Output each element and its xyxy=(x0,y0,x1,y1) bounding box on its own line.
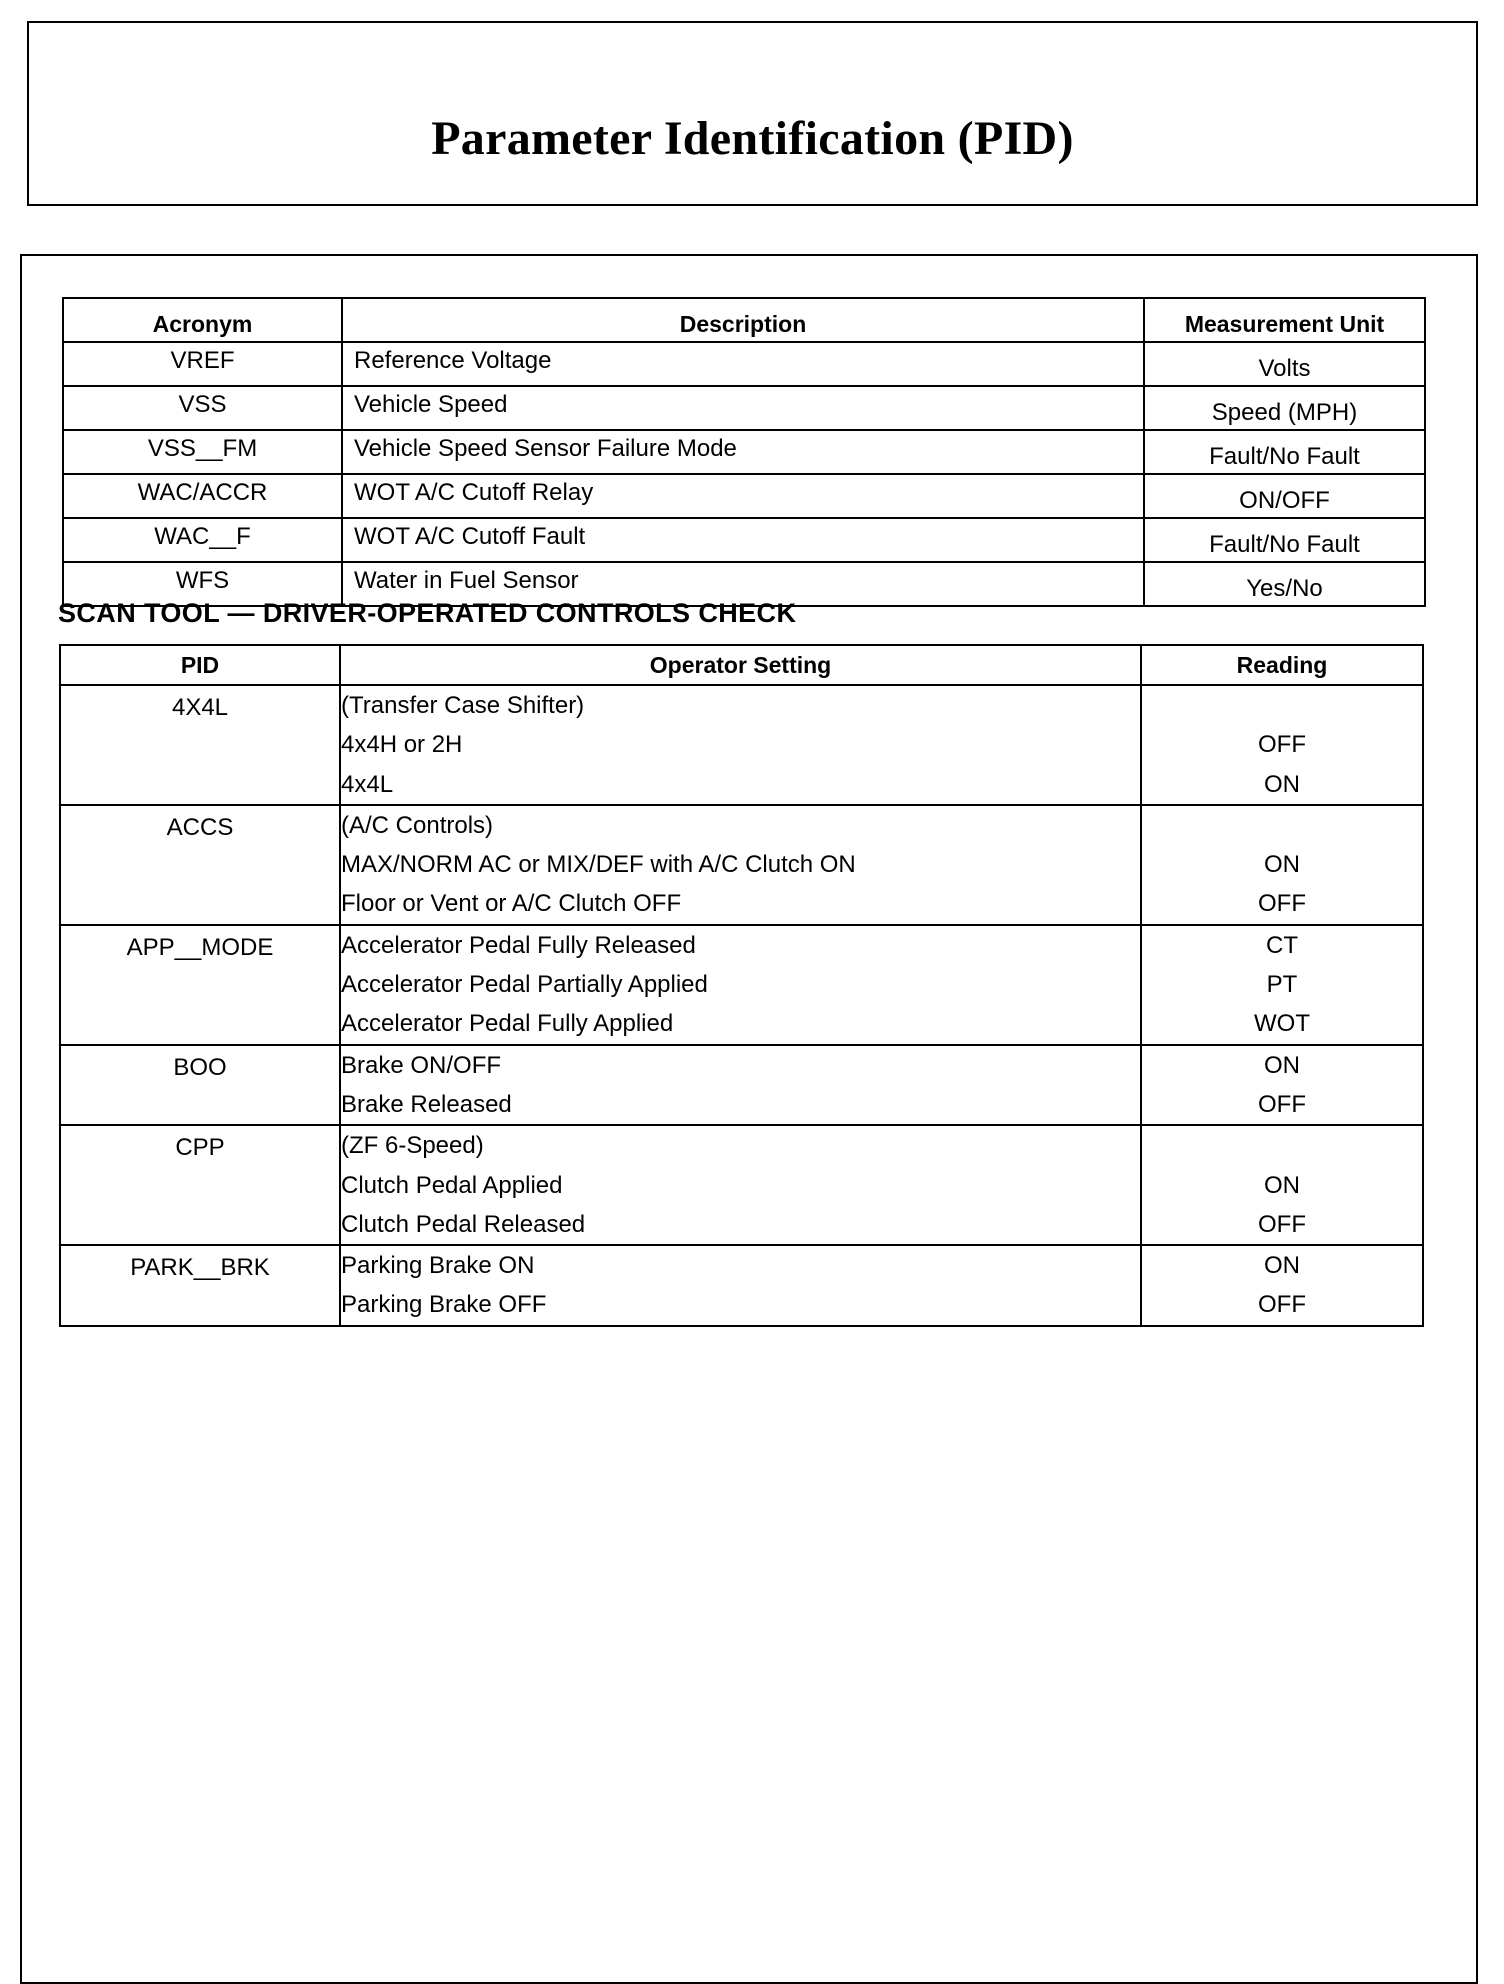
readings-cell xyxy=(1141,1125,1423,1245)
reading-value: ON xyxy=(1264,770,1300,798)
pid-table xyxy=(62,297,1426,607)
controls-table-header-row xyxy=(60,645,1423,685)
setting-line: Clutch Pedal Applied xyxy=(341,1171,563,1199)
setting-line: Accelerator Pedal Partially Applied xyxy=(341,971,708,999)
scan-tool-heading: SCAN TOOL — DRIVER-OPERATED CONTROLS CHECK xyxy=(58,598,797,628)
pid-cell: 4X4L xyxy=(60,685,340,805)
readings-cell xyxy=(1141,1045,1423,1126)
reading-value: WOT xyxy=(1254,1010,1310,1038)
description-header: Description xyxy=(342,298,1144,342)
reading-value: ON xyxy=(1264,851,1300,879)
reading-value: ON xyxy=(1264,1252,1300,1280)
settings-cell xyxy=(340,1125,1141,1245)
reading-value: OFF xyxy=(1258,1090,1306,1118)
pid-cell: ACCS xyxy=(60,805,340,925)
unit-cell: Speed (MPH) xyxy=(1144,386,1425,430)
settings-cell xyxy=(340,1045,1141,1126)
table-row xyxy=(60,925,1423,1045)
description-cell: Water in Fuel Sensor xyxy=(342,562,1144,606)
unit-cell: Volts xyxy=(1144,342,1425,386)
unit-cell: Fault/No Fault xyxy=(1144,518,1425,562)
setting-line: 4x4H or 2H xyxy=(341,731,463,759)
settings-cell xyxy=(340,925,1141,1045)
setting-line: Floor or Vent or A/C Clutch OFF xyxy=(341,890,682,918)
readings-cell xyxy=(1141,685,1423,805)
readings-cell xyxy=(1141,1245,1423,1326)
description-cell: Reference Voltage xyxy=(342,342,1144,386)
reading-value: OFF xyxy=(1258,1291,1306,1319)
reading-value: OFF xyxy=(1258,890,1306,918)
table-row xyxy=(63,430,1425,474)
acronym-cell: WAC/ACCR xyxy=(63,474,342,518)
pid-header: PID xyxy=(60,645,340,685)
setting-line: MAX/NORM AC or MIX/DEF with A/C Clutch ON xyxy=(341,851,856,879)
pid-table-header-row xyxy=(63,298,1425,342)
setting-line: Parking Brake ON xyxy=(341,1252,535,1280)
setting-line: Brake ON/OFF xyxy=(341,1051,502,1079)
reading-value: CT xyxy=(1266,931,1298,959)
settings-cell xyxy=(340,685,1141,805)
setting-line: (A/C Controls) xyxy=(341,811,494,839)
table-row xyxy=(60,685,1423,805)
page-title: Parameter Identification (PID) xyxy=(431,112,1074,165)
setting-header: Operator Setting xyxy=(340,645,1141,685)
reading-value: ON xyxy=(1264,1171,1300,1199)
reading-value: PT xyxy=(1266,971,1298,999)
acronym-cell: VSS xyxy=(63,386,342,430)
reading-header: Reading xyxy=(1141,645,1423,685)
acronym-header: Acronym xyxy=(63,298,342,342)
reading-value: ON xyxy=(1264,1051,1300,1079)
setting-line: 4x4L xyxy=(341,770,394,798)
readings-cell xyxy=(1141,805,1423,925)
unit-cell: Yes/No xyxy=(1144,562,1425,606)
pid-cell: BOO xyxy=(60,1045,340,1126)
unit-header: Measurement Unit xyxy=(1144,298,1425,342)
table-row xyxy=(60,805,1423,925)
description-cell: Vehicle Speed Sensor Failure Mode xyxy=(342,430,1144,474)
table-row xyxy=(63,342,1425,386)
reading-value: OFF xyxy=(1258,1210,1306,1238)
acronym-cell: WFS xyxy=(63,562,342,606)
setting-line: (ZF 6-Speed) xyxy=(341,1132,484,1160)
description-cell: Vehicle Speed xyxy=(342,386,1144,430)
setting-line: Accelerator Pedal Fully Released xyxy=(341,931,696,959)
reading-value xyxy=(1142,806,1422,845)
acronym-cell: VREF xyxy=(63,342,342,386)
setting-line: Clutch Pedal Released xyxy=(341,1210,586,1238)
setting-line: Brake Released xyxy=(341,1090,512,1118)
acronym-cell: VSS__FM xyxy=(63,430,342,474)
unit-cell: ON/OFF xyxy=(1144,474,1425,518)
pid-cell: CPP xyxy=(60,1125,340,1245)
reading-value xyxy=(1142,686,1422,725)
settings-cell xyxy=(340,805,1141,925)
table-row xyxy=(63,474,1425,518)
controls-check-table xyxy=(59,644,1424,1327)
pid-cell: APP__MODE xyxy=(60,925,340,1045)
acronym-cell: WAC__F xyxy=(63,518,342,562)
reading-value: OFF xyxy=(1258,731,1306,759)
description-cell: WOT A/C Cutoff Fault xyxy=(342,518,1144,562)
table-row xyxy=(60,1125,1423,1245)
unit-cell: Fault/No Fault xyxy=(1144,430,1425,474)
setting-line: (Transfer Case Shifter) xyxy=(341,692,585,719)
table-row xyxy=(60,1245,1423,1326)
title-box xyxy=(27,21,1478,206)
setting-line: Parking Brake OFF xyxy=(341,1291,547,1319)
table-row xyxy=(63,518,1425,562)
reading-value xyxy=(1142,1126,1422,1165)
table-row xyxy=(60,1045,1423,1126)
table-row xyxy=(63,386,1425,430)
pid-cell: PARK__BRK xyxy=(60,1245,340,1326)
setting-line: Accelerator Pedal Fully Applied xyxy=(341,1010,674,1038)
readings-cell xyxy=(1141,925,1423,1045)
settings-cell xyxy=(340,1245,1141,1326)
description-cell: WOT A/C Cutoff Relay xyxy=(342,474,1144,518)
